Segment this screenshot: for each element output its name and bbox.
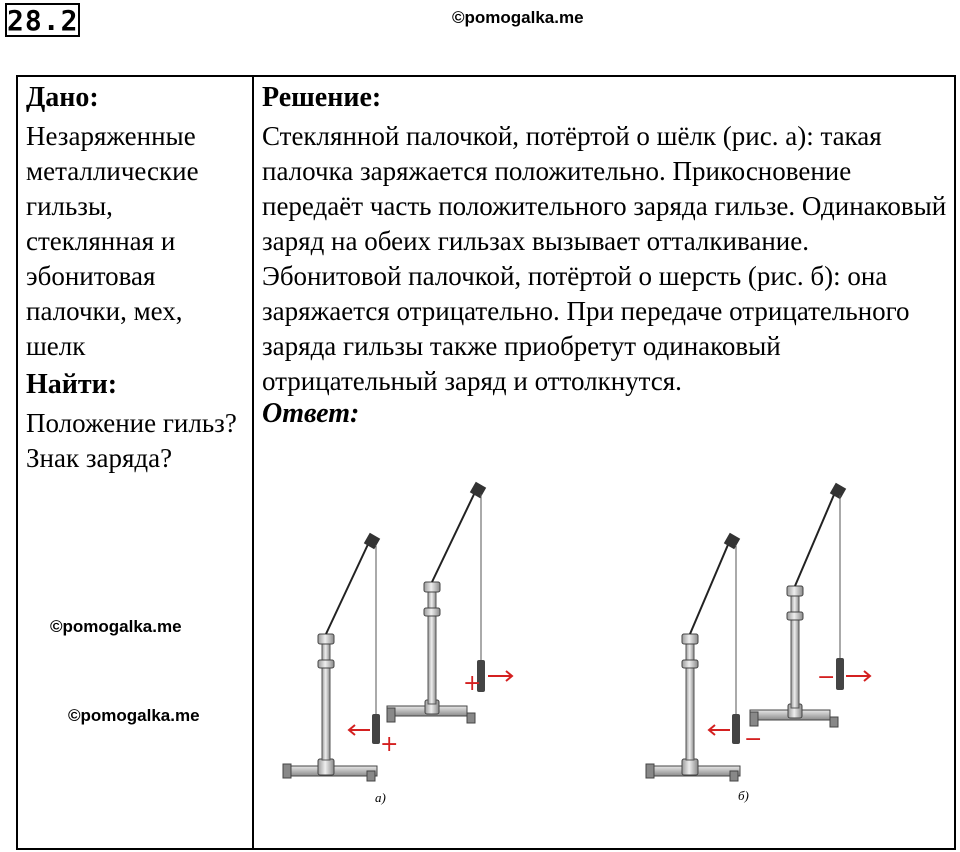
stand-front-b [646,533,740,781]
caption-a: а) [375,790,386,805]
plus-sign-front-a: + [380,732,399,757]
plus-sign-back-a: + [463,671,482,696]
minus-sign-back-b: − [817,665,836,690]
caption-b: б) [738,788,749,803]
figure-a [283,482,512,805]
stand-front-a [283,533,380,781]
problem-number: 28.2 [7,4,79,37]
figure-b [646,483,870,803]
minus-sign-front-b: − [744,727,763,752]
answer-heading: Ответ: [262,398,360,429]
solution-heading: Решение: [262,82,382,113]
solution-paragraph-1: Стеклянной палочкой, потёртой о шёлк (рис. а): такая палочка заряжается положительно. Прикосновение передаёт часть положительного заряда гильзе. Одинаковый заряд на обеих гильзах вызывает отталкивание. [262,121,947,256]
watermark-top: ©pomogalka.me [452,8,584,27]
given-heading: Дано: [26,82,99,113]
given-column [26,81,246,480]
stand-back-b [750,483,846,727]
watermark-left-1: ©pomogalka.me [50,617,182,636]
given-text: Незаряженные металлические гильзы, стеклянная и эбонитовая палочки, мех, шелк [26,121,199,361]
solution-paragraph-2: Эбонитовой палочкой, потёртой о шерсть (рис. б): она заряжается отрицательно. При передаче отрицательного заряда гильзы также приобретут одинаковый отрицательный заряд и оттолкнутся. [262,261,910,396]
answer-figure [250,470,950,810]
electroscope-illustration [250,470,950,810]
find-heading: Найти: [26,369,118,400]
solution-column [262,81,952,429]
find-text: Положение гильз? Знак заряда? [26,408,237,473]
watermark-left-2: ©pomogalka.me [68,706,200,725]
